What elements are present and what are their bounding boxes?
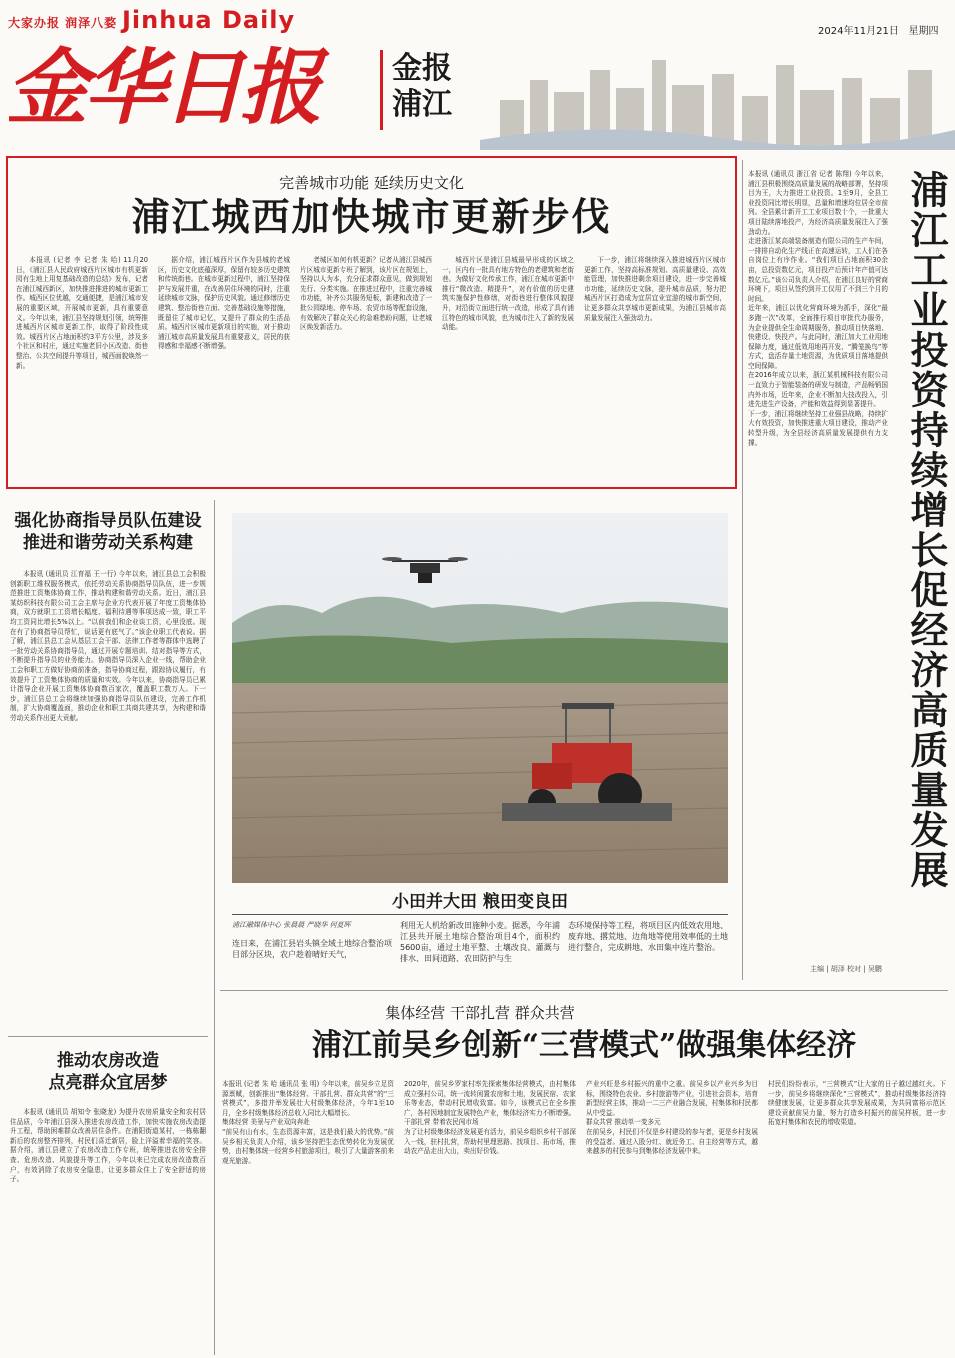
issue-weekday: 星期四 bbox=[908, 26, 939, 37]
masthead-divider bbox=[380, 50, 383, 130]
edition-name-line2: 浦江 bbox=[392, 87, 452, 122]
bottom-article-column-1: 本报讯 (记者 朱 哈 通讯员 张 明) 今年以来，前吴乡立足资源禀赋，创新推出“集体经营、干部扎营、群众共营”的“三营模式”，多措并举发展壮大村级集体经济，今年1至10月，全乡村级集体经济总收入同比大幅增长。 集体经营 美景与产业双向奔赴 “前吴有山有水，生态资源丰富，这是我们最大的优势。”前吴乡相关负责人介绍，该乡坚持把生态优势转化为发展优势，由村集体统一经营乡村旅游项目，吸引了大量游客前来观光旅游。 bbox=[222, 1080, 394, 1165]
edition-name-line1: 金报 bbox=[392, 51, 452, 86]
photo-text-column-3: 态环境保持等工程，将项目区内低效农用地、废弃地、撂荒地、边角地等使用效率低的土地进行整合，完成耕地、水田集中连片整治。 bbox=[568, 921, 728, 952]
skyline-illustration bbox=[480, 30, 955, 150]
left-article2-body: 本报讯 (通讯员 胡知令 张晓龙) 为提升农房质量安全和农村居住品质，今年浦江县深入推进农房改造工作，加快实施农房改造提升工程，帮助困难群众改善居住条件。在浦阳街道某村，一栋栋翻新后的农房整齐排列，村民们喜迁新居，脸上洋溢着幸福的笑容。据介绍，浦江县建立了农房改造工作专班，统筹推进农房安全排查、危房改造、风貌提升等工作，今年以来已完成农房改造数百户，有效消除了农房安全隐患，让更多群众住上了安全舒适的房子。 bbox=[10, 1108, 206, 1184]
bottom-article-column-3: 产业兴旺是乡村振兴的重中之重。前吴乡以产业兴乡为目标，围绕特色农业、乡村旅游等产业，引进社会资本，培育新型经营主体，推动一二三产业融合发展，村集体和村民都从中受益。 群众共营 推动单一变多元 在前吴乡，村民们不仅是乡村建设的参与者，更是乡村发展的受益者。通过入股分红、就近务工、自主经营等方式，越来越多的村民参与到集体经济发展中来。 bbox=[586, 1080, 758, 1156]
issue-date: 2024年11月21日 bbox=[818, 26, 899, 37]
lead-article-column-4: 城西片区是浦江县城最早形成的区域之一，区内有一批具有地方特色的老建筑和老街巷。为做好文化传承工作，浦江在城市更新中推行“微改造、精提升”，对有价值的历史建筑实施保护性修缮，对街巷进行整体风貌提升，对沿街立面进行统一改造，形成了具有浦江特色的城市风貌，也为城市注入了新的发展动能。 bbox=[442, 256, 574, 332]
left-article2-headline-line2: 点亮群众宜居梦 bbox=[48, 1073, 168, 1093]
right-column-divider bbox=[742, 160, 743, 980]
right-article-headline: 浦江工业投资持续增长促经济高质量发展 bbox=[904, 170, 949, 890]
bottom-section-rule bbox=[220, 990, 948, 991]
left-column-divider bbox=[8, 1036, 208, 1037]
lead-article-column-5: 下一步，浦江将继续深入推进城西片区城市更新工作，坚持高标准规划、高质量建设、高效能管理，加快推进剩余项目建设，进一步完善城市功能，延续历史文脉，提升城市品质，努力把城西片区打造成为宜居宜业宜游的城市新空间，让更多群众共享城市更新成果，为浦江县城市高质量发展注入强劲动力。 bbox=[584, 256, 726, 322]
lead-article-column-3: 老城区如何有机更新？记者从浦江县城西片区城市更新专班了解到，该片区在规划上，坚持以人为本，充分征求群众意见，做到规划先行、分类实施。在推进过程中，注重完善城市功能，补齐公共服务短板，新建和改造了一批公园绿地、停车场、农贸市场等配套设施，有效解决了群众关心的急难愁盼问题，让老城区焕发新活力。 bbox=[300, 256, 432, 332]
left-article2-headline-line1: 推动农房改造 bbox=[57, 1051, 159, 1071]
bottom-article-kicker: 集体经营 干部扎营 群众共营 bbox=[385, 1004, 575, 1022]
farm-photo-illustration bbox=[232, 513, 728, 883]
lead-article-kicker: 完善城市功能 延续历史文化 bbox=[279, 174, 464, 192]
right-article-body: 本报讯 (通讯员 浙江省 记者 陈翔) 今年以来，浦江县积极围绕高质量发展的战略部署，坚持项目为王，大力推进工业投资。1至9月，全县工业投资同比增长明显，总量和增速均位居全市前列。全县累计新开工工业项目数十个，一批重大项目陆续落地投产，为经济高质量发展注入了强劲动力。 走进浙江某高端装备制造有限公司的生产车间，一排排自动化生产线正在高速运转，工人们在各自岗位上有序作业。“我们项目占地面积30余亩，总投资数亿元，项目投产后预计年产值可达数亿元。”该公司负责人介绍，在浦江良好的营商环境下，项目从签约到开工仅用了不到三个月的时间。 近年来，浦江以优化营商环境为抓手，深化“最多跑一次”改革，全面推行项目审批代办服务，为企业提供全生命周期服务，推动项目快落地、快建设、快投产。与此同时，浦江加大工业用地保障力度，通过低效用地再开发、“腾笼换鸟”等方式，盘活存量土地资源，为优质项目落地提供空间保障。 在2016年成立以来，浙江某机械科技有限公司一直致力于智能装备的研发与制造，产品畅销国内外市场，近年来，企业不断加大技改投入，引进先进生产设备，产能和效益得到显著提升。 下一步，浦江将继续坚持工业强县战略，持续扩大有效投资，加快推进重大项目建设，推动产业转型升级，为全县经济高质量发展提供有力支撑。 bbox=[748, 170, 888, 447]
masthead-slogan: 大家办报 润泽八婺 bbox=[8, 16, 118, 30]
photo-credit: 浦江融媒体中心 张晨晨 严晓华 何夏晖 bbox=[232, 921, 351, 929]
masthead-english-title: Jinhua Daily bbox=[122, 6, 296, 34]
photo-caption-title: 小田并大田 粮田变良田 bbox=[392, 892, 568, 912]
right-article-byline: 主编 | 胡泽 校对 | 吴鹏 bbox=[810, 965, 882, 973]
photo-text-column-1: 连日来，在浦江县岩头镇全域土地综合整治项目部分区块，农户趁着晴好天气， bbox=[232, 939, 392, 959]
left-article1-headline-line2: 推进和谐劳动关系构建 bbox=[23, 533, 193, 553]
left-column-vertical-divider bbox=[214, 500, 215, 1355]
masthead-chinese-title: 金华日报 bbox=[6, 40, 318, 136]
left-article1-body: 本报讯 (通讯员 江育福 王一行) 今年以来，浦江县总工会积极创新职工维权服务模式，依托劳动关系协商指导员队伍，进一步规范推进工资集体协商工作，推动构建和谐劳动关系。近日，浦江县某纺织科技有限公司工会主席与企业方代表开展了年度工资集体协商，双方就职工工资增长幅度、福利待遇等事项达成一致，职工平均工资同比增长5%以上。“以前我们和企业谈工资，心里没底。现在有了协商指导员帮忙，说话更有底气了。”该企业职工代表说。据了解，浦江县总工会从基层工会干部、法律工作者等群体中选聘了一批劳动关系协商指导员，通过开展专题培训、结对指导等方式，不断提升指导员的业务能力。协商指导员深入企业一线，帮助企业工会和职工方做好协商前准备，指导协商过程，跟踪协议履行，有效提升了工资集体协商的质量和实效。今年以来，协商指导员已累计指导企业开展工资集体协商数百家次，覆盖职工数万人。下一步，浦江县总工会将继续加强协商指导员队伍建设，完善工作机制，扩大协商覆盖面，推动企业和职工共商共建共享，为构建和谐劳动关系作出更大贡献。 bbox=[10, 570, 206, 722]
bottom-article-column-2: 2020年，前吴乡罗家村率先探索集体经营模式，由村集体成立强村公司，统一流转闲置农房和土地，发展民宿、农家乐等业态，带动村民增收致富。如今，该模式已在全乡推广，各村因地制宜发展特色产业，集体经济实力不断增强。 干部扎营 带着农民闯市场 为了让村级集体经济发展更有活力，前吴乡组织乡村干部深入一线，驻村扎营，帮助村里理思路、找项目、拓市场，推动农产品走出大山，卖出好价钱。 bbox=[404, 1080, 576, 1156]
farm-photo bbox=[232, 513, 728, 883]
lead-article-box bbox=[6, 156, 737, 489]
lead-article-headline: 浦江城西加快城市更新步伐 bbox=[131, 194, 612, 239]
lead-article-column-2: 据介绍，浦江城西片区作为县城的老城区，历史文化底蕴深厚，保留有较多历史建筑和传统街巷。在城市更新过程中，浦江坚持保护与发展并重，在改善居住环境的同时，注重延续城市文脉，保护历史风貌。通过修缮历史建筑、整治街巷立面、完善基础设施等措施，既留住了城市记忆，又提升了群众的生活品质。城西片区城市更新项目的实施，对于推动浦江城市高质量发展具有重要意义，居民的获得感和幸福感不断增强。 bbox=[158, 256, 290, 351]
bottom-article-headline: 浦江前吴乡创新“三营模式”做强集体经济 bbox=[311, 1028, 857, 1063]
masthead bbox=[0, 0, 955, 150]
bottom-article-column-4: 村民们纷纷表示，“三营模式”让大家的日子越过越红火。下一步，前吴乡将继续深化“三营模式”，推动村级集体经济持续健康发展，让更多群众共享发展成果，为共同富裕示范区建设贡献前吴力量，努力打造乡村振兴的前吴样板，进一步拓宽村集体和农民的增收渠道。 bbox=[768, 1080, 946, 1127]
left-article1-headline-line1: 强化协商指导员队伍建设 bbox=[14, 511, 202, 531]
photo-caption-rule bbox=[232, 914, 728, 915]
lead-article-column-1: 本报讯 (记者 李 记者 朱 哈) 11月20日，《浦江县人民政府城西片区城市有机更新园有生地上用复基础改造的总结》发布，记者在浦江城西新区，加快推进推进的城市更新工作。城西区位优越，交通便捷，是浦江城市发展的重要区域，开展城市更新，具有重要意义。今年以来，浦江县坚持规划引领，统筹推进城西片区城市更新工作，取得了阶段性成效。城西片区占地面积约3平方公里，涉及多个社区和村庄，通过实施老旧小区改造、街巷整治、公共空间提升等项目，城西面貌焕然一新。 bbox=[16, 256, 148, 370]
photo-text-column-2: 利用无人机给新改田施种小麦。据悉，今年浦江县共开展土地综合整治项目4个，面积约5600亩，通过土地平整、土壤改良、灌溉与排水、田间道路、农田防护与生 bbox=[400, 921, 560, 963]
